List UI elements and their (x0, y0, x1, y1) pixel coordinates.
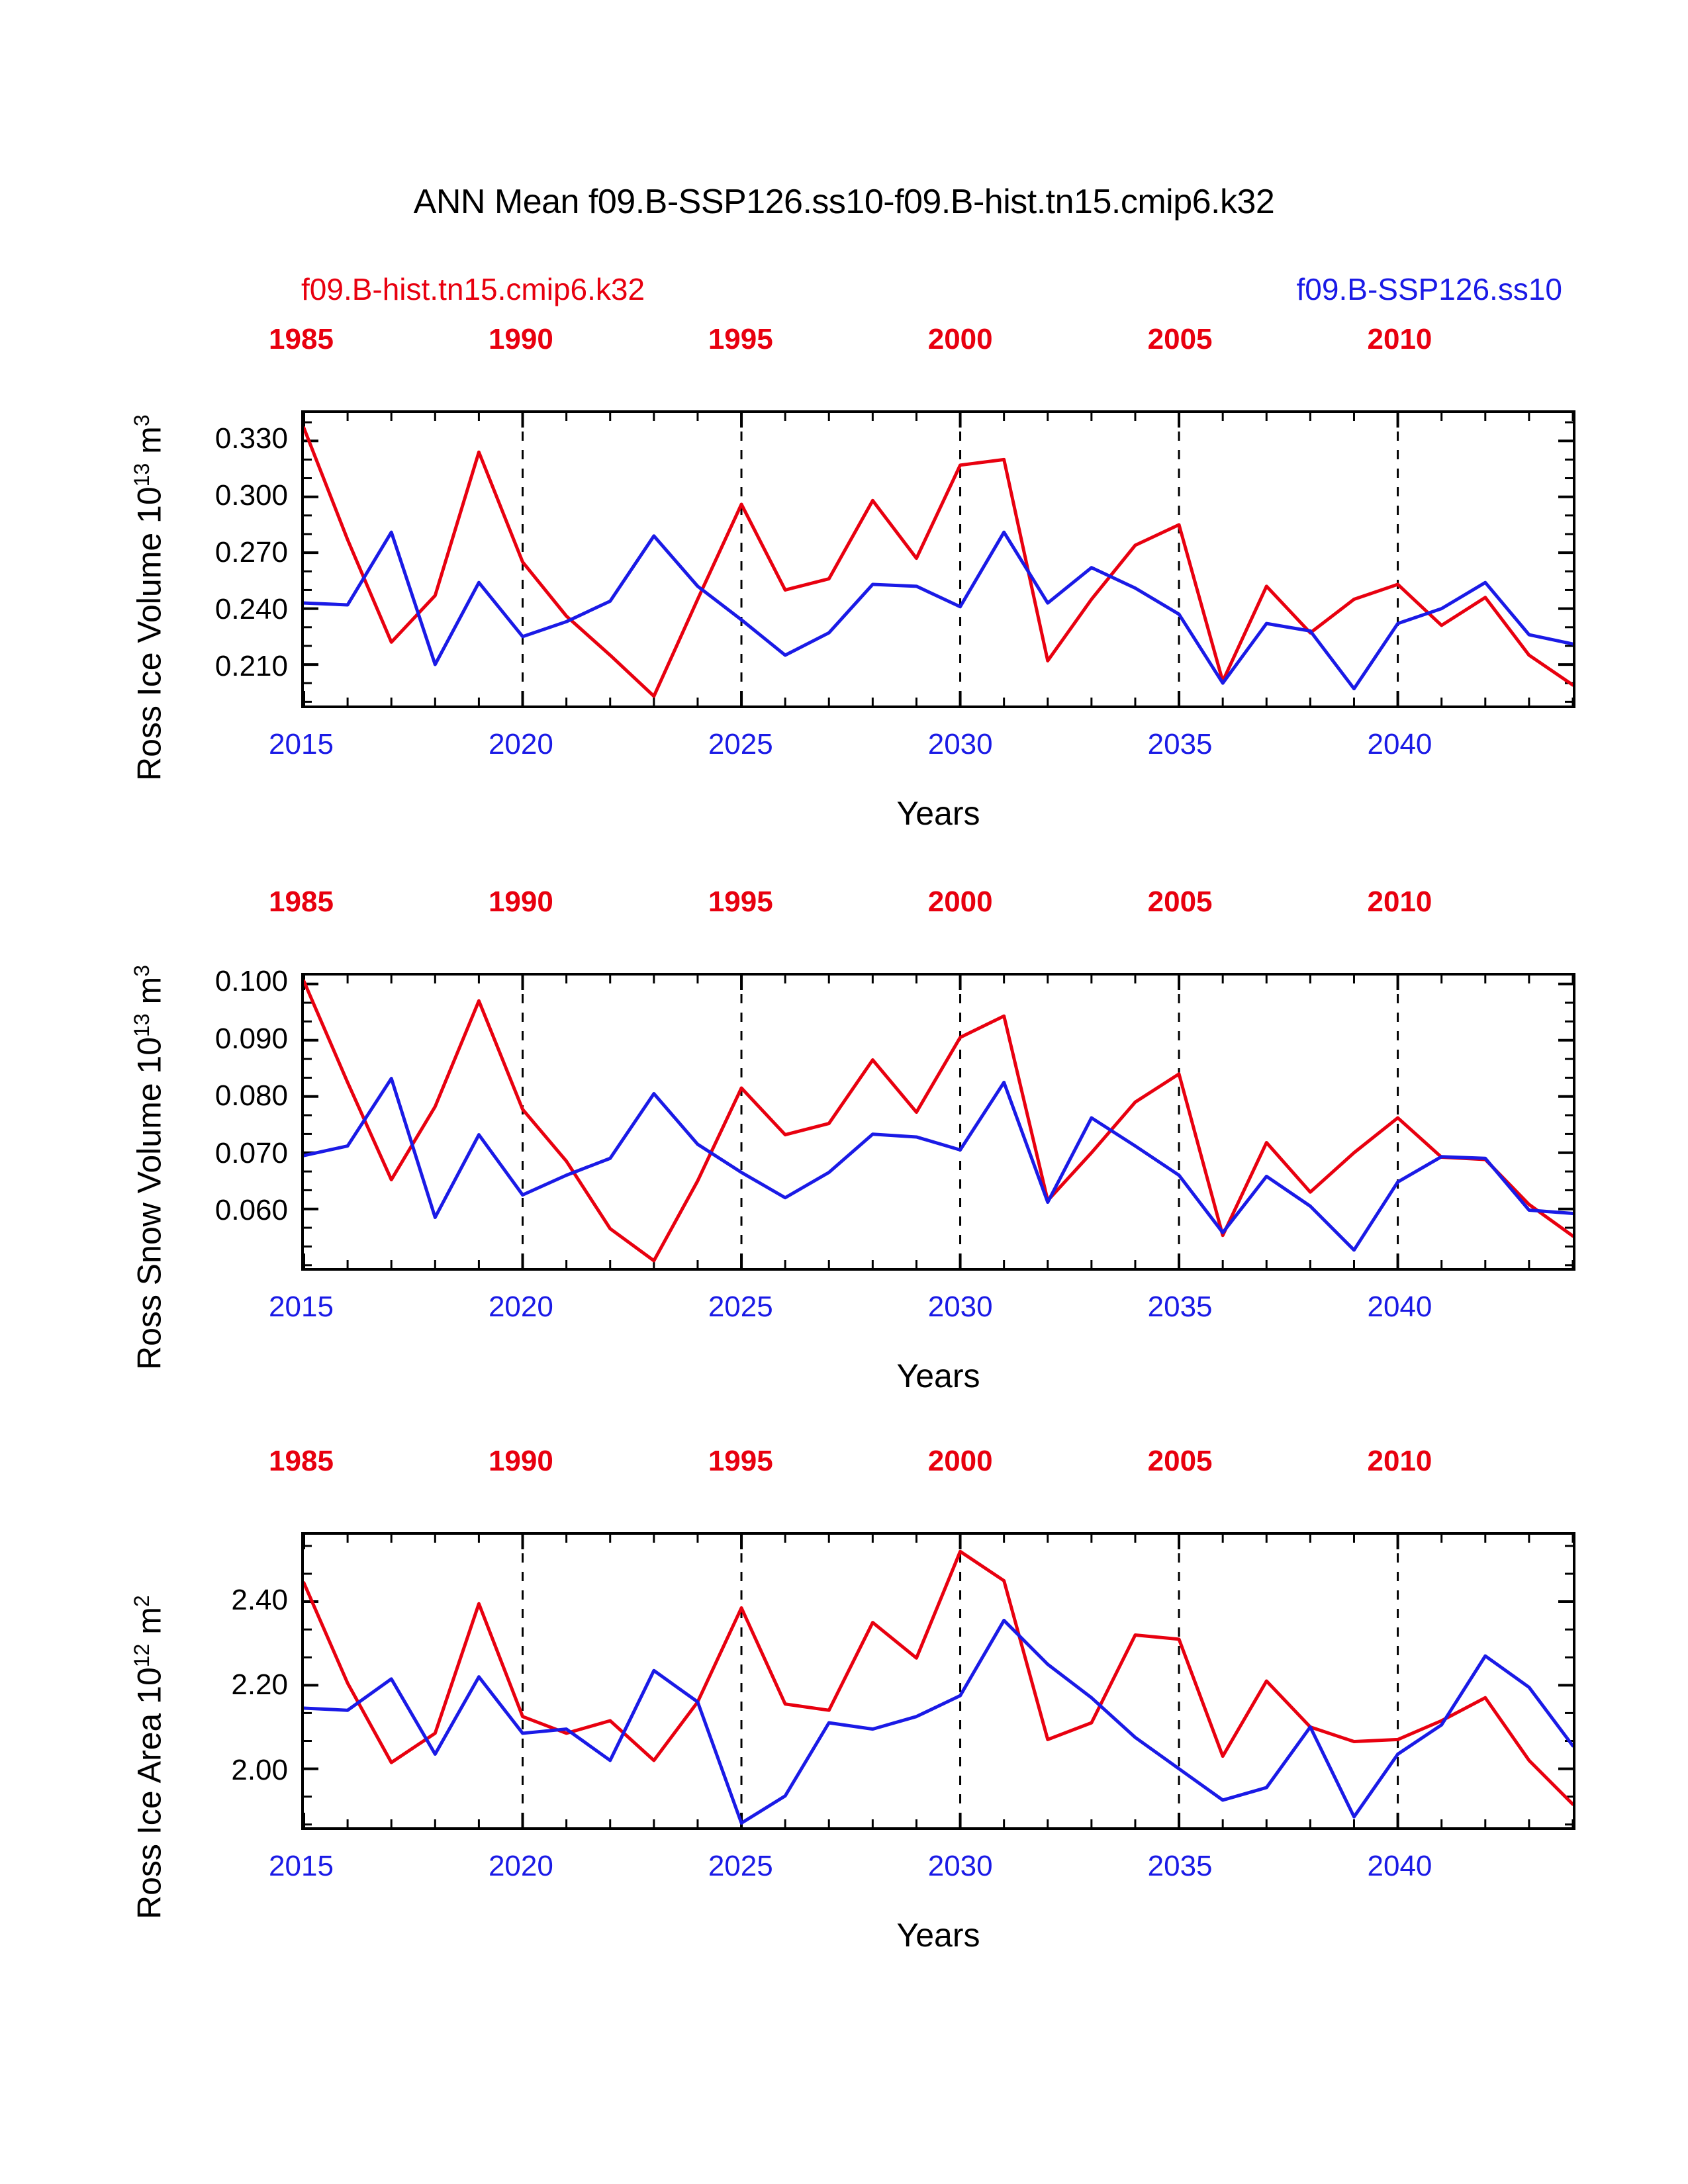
y-axis-tick-label: 2.20 (231, 1668, 288, 1702)
bottom-axis-tick-label: 2015 (269, 1850, 334, 1882)
series-line-historical (304, 1551, 1573, 1804)
bottom-axis-tick-label: 2015 (269, 728, 334, 760)
bottom-axis-tick-label: 2040 (1367, 1850, 1432, 1882)
legend (0, 271, 1688, 311)
page-title: ANN Mean f09.B-SSP126.ss10-f09.B-hist.tn15.cmip6.k32 (413, 183, 1275, 221)
bottom-axis-tick-label: 2035 (1147, 1850, 1213, 1882)
top-axis-tick-label: 1995 (708, 886, 773, 918)
bottom-axis-tick-label: 2020 (488, 728, 553, 760)
x-axis-title: Years (896, 1917, 980, 1954)
y-axis-tick-label: 0.270 (214, 535, 288, 569)
series-line-ssp126 (304, 1620, 1573, 1823)
series-line-ssp126 (304, 1079, 1573, 1250)
plot-area (301, 973, 1575, 1271)
legend-item-historical: f09.B-hist.tn15.cmip6.k32 (301, 272, 645, 306)
top-axis-tick-label: 2005 (1147, 886, 1213, 918)
series-layer (304, 976, 1573, 1268)
bottom-axis-tick-label: 2025 (708, 728, 773, 760)
bottom-axis-tick-label: 2015 (269, 1291, 334, 1323)
top-axis-tick-label: 1985 (269, 886, 334, 918)
y-axis-tick-label: 0.090 (214, 1022, 288, 1055)
top-axis-tick-label: 1995 (708, 323, 773, 355)
top-axis-tick-label: 2000 (927, 886, 993, 918)
legend-item-ssp126: f09.B-SSP126.ss10 (1296, 272, 1562, 306)
y-axis-tick-label: 0.330 (214, 422, 288, 455)
bottom-axis-tick-label: 2040 (1367, 1291, 1432, 1323)
bottom-axis-tick-label: 2030 (927, 1291, 993, 1323)
bottom-axis-tick-label: 2035 (1147, 728, 1213, 760)
y-axis-title: Ross Ice Area $10^{12}$ $m^2$ (130, 1595, 168, 1919)
x-axis-title: Years (896, 795, 980, 832)
plot-area (301, 410, 1575, 708)
top-axis-tick-label: 2005 (1147, 323, 1213, 355)
top-axis-tick-label: 2005 (1147, 1445, 1213, 1477)
y-axis-title: Ross Ice Volume $10^{13}$ $m^3$ (130, 414, 168, 781)
bottom-axis-tick-label: 2035 (1147, 1291, 1213, 1323)
y-axis-tick-label: 0.060 (214, 1194, 288, 1227)
series-line-historical (304, 981, 1573, 1261)
plot-area (301, 1532, 1575, 1830)
bottom-axis-tick-label: 2020 (488, 1291, 553, 1323)
x-axis-title: Years (896, 1357, 980, 1394)
series-line-historical (304, 428, 1573, 696)
top-axis-tick-label: 2000 (927, 323, 993, 355)
top-axis-tick-label: 2010 (1367, 323, 1432, 355)
top-axis-tick-label: 1990 (488, 1445, 553, 1477)
bottom-axis-tick-label: 2020 (488, 1850, 553, 1882)
bottom-axis-tick-label: 2025 (708, 1291, 773, 1323)
y-axis-tick-label: 2.00 (231, 1754, 288, 1786)
y-axis-tick-label: 2.40 (231, 1583, 288, 1616)
top-axis-tick-label: 2000 (927, 1445, 993, 1477)
y-axis-tick-label: 0.070 (214, 1136, 288, 1169)
series-line-ssp126 (304, 532, 1573, 688)
series-layer (304, 1535, 1573, 1827)
series-layer (304, 413, 1573, 705)
top-axis-tick-label: 1995 (708, 1445, 773, 1477)
bottom-axis-tick-label: 2030 (927, 1850, 993, 1882)
top-axis-tick-label: 1990 (488, 886, 553, 918)
y-axis-tick-label: 0.100 (214, 964, 288, 997)
top-axis-tick-label: 1985 (269, 1445, 334, 1477)
top-axis-tick-label: 2010 (1367, 886, 1432, 918)
y-axis-tick-label: 0.300 (214, 478, 288, 512)
bottom-axis-tick-label: 2025 (708, 1850, 773, 1882)
y-axis-title: Ross Snow Volume $10^{13}$ $m^3$ (130, 965, 168, 1370)
y-axis-tick-label: 0.240 (214, 592, 288, 625)
y-axis-tick-label: 0.080 (214, 1079, 288, 1113)
y-axis-tick-label: 0.210 (214, 649, 288, 682)
top-axis-tick-label: 1990 (488, 323, 553, 355)
bottom-axis-tick-label: 2030 (927, 728, 993, 760)
bottom-axis-tick-label: 2040 (1367, 728, 1432, 760)
top-axis-tick-label: 1985 (269, 323, 334, 355)
top-axis-tick-label: 2010 (1367, 1445, 1432, 1477)
